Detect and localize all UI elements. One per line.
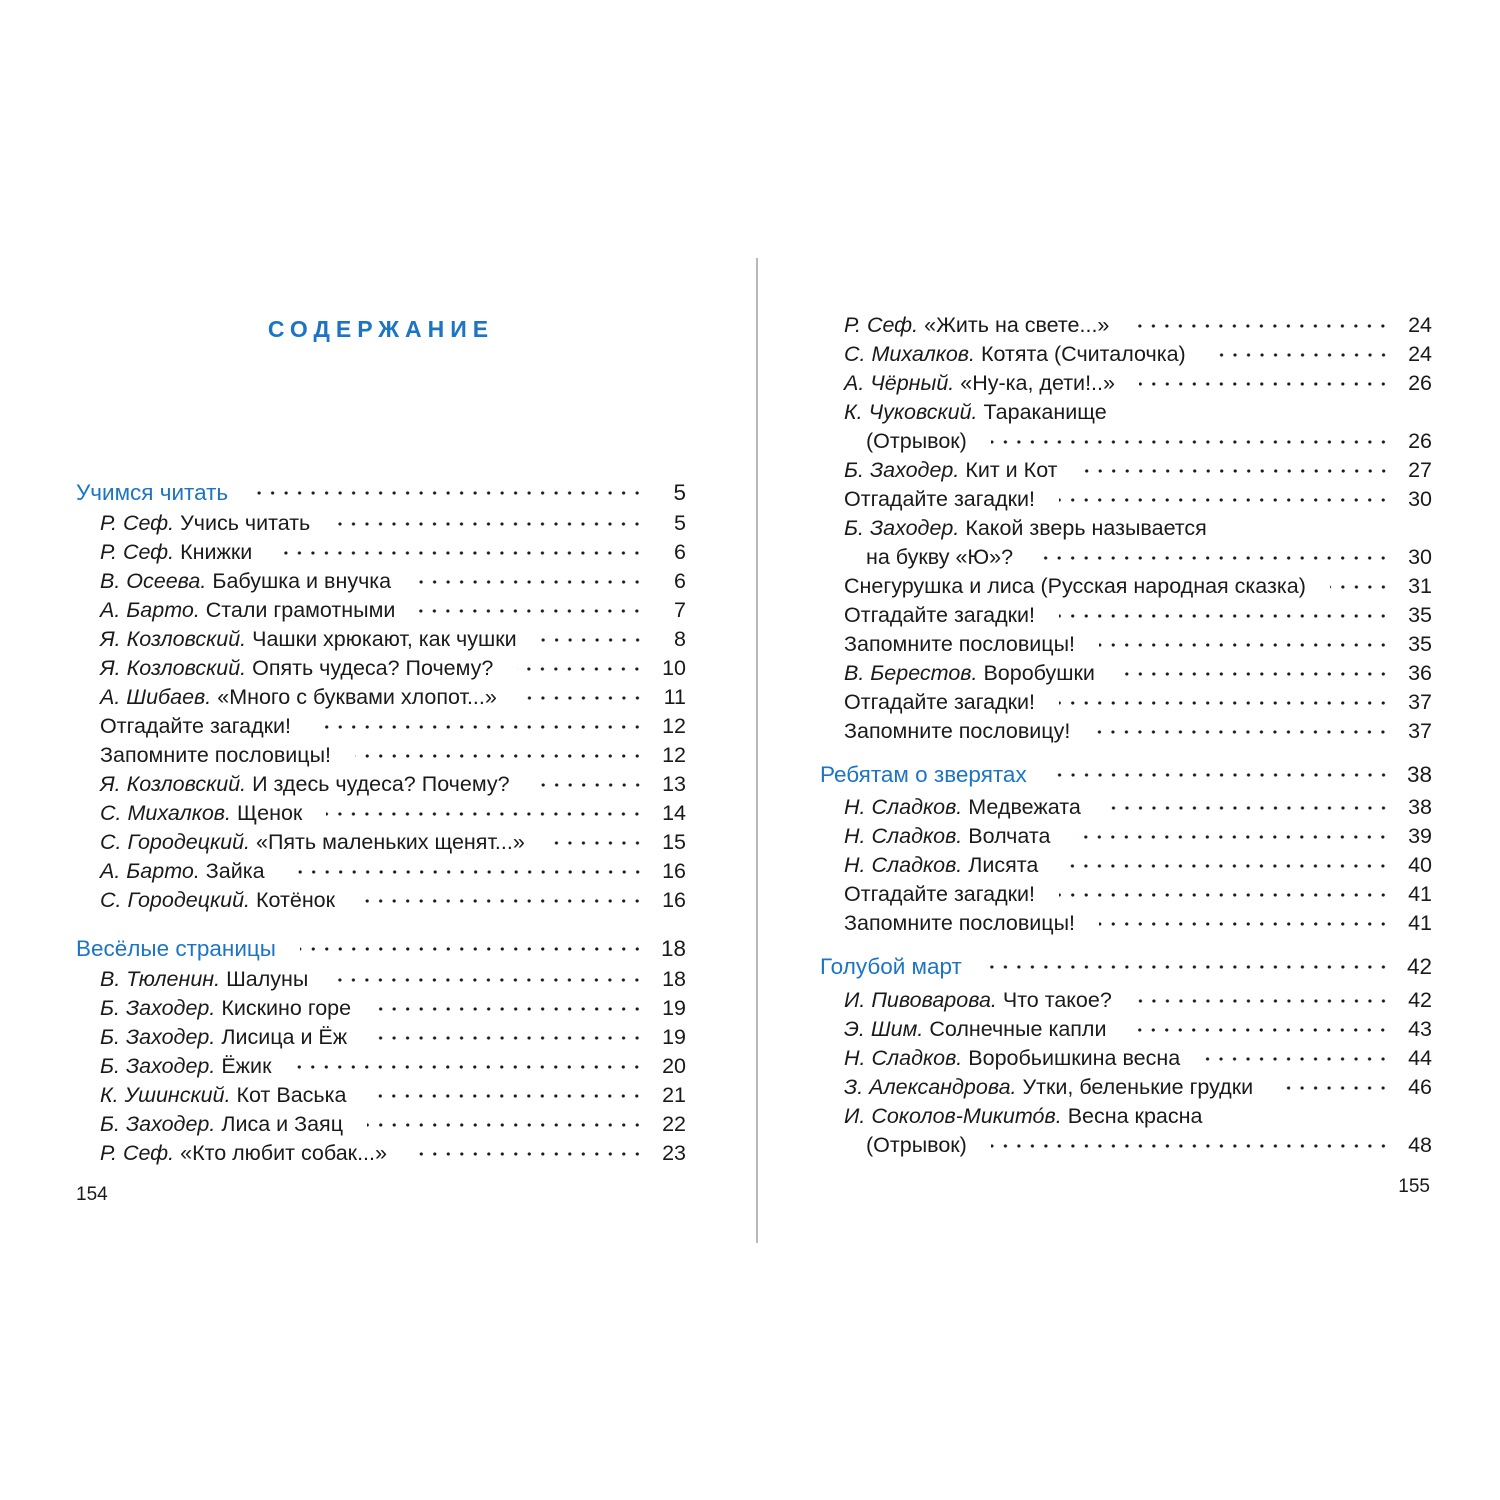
toc-entry-title: Отгадайте загадки!: [844, 603, 1036, 627]
dot-leader: [300, 946, 644, 952]
toc-entry-text: [844, 822, 1050, 851]
toc-entry: [820, 880, 1432, 909]
toc-entry: [820, 340, 1432, 369]
toc-page-number: 39: [1408, 824, 1432, 848]
dot-leader: [1277, 1085, 1390, 1091]
toc-entry-title: Тараканище: [983, 400, 1107, 424]
toc-entry-title: Голубой март: [820, 954, 962, 979]
toc-entry-title: Лиса и Заяц: [221, 1112, 344, 1136]
toc-entry-text: [844, 880, 1035, 909]
toc-entry-text: [844, 659, 1095, 688]
toc-entry: [820, 909, 1432, 938]
toc-entry-author: Р. Сеф.: [100, 511, 175, 535]
toc-entry-title: Ёжик: [221, 1054, 272, 1078]
toc-entry-text: [844, 311, 1109, 340]
toc-entry-text: [820, 760, 1027, 789]
toc-entry-author: Н. Сладков.: [844, 853, 963, 877]
toc-entry-text: [844, 514, 1207, 543]
toc-page-number: 8: [674, 627, 686, 651]
dot-leader: [1330, 584, 1390, 590]
toc-page-number: 37: [1408, 690, 1432, 714]
page-number: 154: [76, 1184, 108, 1205]
dot-leader: [371, 1035, 644, 1041]
dot-leader: [415, 579, 644, 585]
toc-entry-text: [844, 1073, 1253, 1102]
toc-entry-text: [844, 1102, 1202, 1131]
toc-page-number: 30: [1408, 545, 1432, 569]
toc-entry-author: Б. Заходер.: [100, 1054, 216, 1078]
toc-entry: [820, 572, 1432, 601]
toc-entry: [820, 822, 1432, 851]
toc-entry-author: А. Барто.: [100, 859, 200, 883]
dot-leader: [419, 608, 644, 614]
toc-entry: [820, 456, 1432, 485]
toc-entry: [820, 514, 1432, 543]
toc-entry-text: [820, 952, 962, 981]
toc-entry-author: Я. Козловский.: [100, 772, 247, 796]
toc-page-number: 38: [1408, 795, 1432, 819]
page-number: 155: [1398, 1176, 1430, 1197]
toc-entry-text: [100, 994, 351, 1023]
toc-page-number: 5: [673, 480, 686, 505]
toc-section-heading: [76, 478, 686, 507]
toc-entry-title: (Отрывок): [866, 1133, 967, 1157]
toc-entry-author: В. Берестов.: [844, 661, 978, 685]
toc-entry-text: [844, 630, 1075, 659]
toc-entry-title: Какой зверь называется: [965, 516, 1207, 540]
toc-page-number: 10: [662, 656, 686, 680]
toc-entry-title: Котята (Считалочка): [980, 342, 1186, 366]
toc-page-number: 41: [1408, 882, 1432, 906]
toc-entry-title: «Ну-ка, дети!..»: [960, 371, 1115, 395]
toc-entry-author: А. Барто.: [100, 598, 200, 622]
toc-entry-text: [844, 688, 1035, 717]
toc-entry: [820, 1102, 1432, 1131]
toc-page-number: 35: [1408, 603, 1432, 627]
toc-entry-title: «Много с буквами хлопот...»: [217, 685, 497, 709]
toc-entry-title: «Кто любит собак...»: [180, 1141, 387, 1165]
toc-entry: [820, 543, 1432, 572]
toc-entry-text: [844, 793, 1081, 822]
toc-entry-text: [76, 478, 228, 507]
toc-entry-title: Кит и Кот: [965, 458, 1058, 482]
dot-leader: [334, 521, 644, 527]
toc-entry-author: С. Городецкий.: [100, 830, 251, 854]
dot-leader: [1074, 834, 1390, 840]
toc-entry-title: на букву «Ю»?: [866, 545, 1014, 569]
toc-entry: [820, 659, 1432, 688]
toc-page-number: 24: [1408, 313, 1432, 337]
toc-entry: [820, 311, 1432, 340]
toc-entry-text: [100, 1110, 343, 1139]
toc-page-number: 18: [660, 936, 686, 961]
dot-leader: [549, 840, 644, 846]
dot-leader: [1133, 323, 1390, 329]
toc-entry-text: [844, 1015, 1106, 1044]
toc-page-number: 18: [662, 967, 686, 991]
toc-entry-author: К. Чуковский.: [844, 400, 978, 424]
toc-entry-text: [100, 1081, 346, 1110]
toc-entry-author: К. Ушинский.: [100, 1083, 231, 1107]
toc-entry: [820, 601, 1432, 630]
toc-entry: [76, 886, 686, 915]
toc-page-number: 30: [1408, 487, 1432, 511]
toc-entry: [76, 596, 686, 625]
toc-entry-author: Н. Сладков.: [844, 824, 963, 848]
toc-page-number: 22: [662, 1112, 686, 1136]
dot-leader: [326, 811, 644, 817]
toc-entry-author: С. Городецкий.: [100, 888, 251, 912]
toc-entry: [76, 770, 686, 799]
dot-leader: [1099, 921, 1390, 927]
page-gutter: [756, 258, 758, 1243]
dot-leader: [1105, 805, 1390, 811]
toc-entry-text: [844, 369, 1115, 398]
toc-entry-title: Что такое?: [1002, 988, 1112, 1012]
dot-leader: [1037, 555, 1390, 561]
toc-entry-author: Б. Заходер.: [844, 458, 960, 482]
toc-entry: [820, 1015, 1432, 1044]
toc-entry-title: Солнечные капли: [929, 1017, 1107, 1041]
toc-page-number: 12: [662, 743, 686, 767]
toc-entry: [76, 654, 686, 683]
dot-leader: [986, 964, 1390, 970]
toc-entry: [76, 1052, 686, 1081]
toc-entry-text: [100, 886, 335, 915]
toc-entry: [820, 717, 1432, 746]
right-page: [820, 0, 1432, 1500]
toc-entry-author: А. Чёрный.: [844, 371, 955, 395]
toc-entry-text: [844, 572, 1306, 601]
toc-entry-title: Отгадайте загадки!: [844, 690, 1036, 714]
toc-entry: [76, 994, 686, 1023]
toc-page-number: 26: [1408, 429, 1432, 453]
dot-leader: [541, 637, 644, 643]
toc-entry-text: [76, 934, 276, 963]
toc-section-heading: [820, 952, 1432, 981]
toc-entry-title: Учимся читать: [76, 480, 229, 505]
dot-leader: [1136, 998, 1390, 1004]
dot-leader: [315, 724, 644, 730]
toc-entry-title: Кискино горе: [221, 996, 352, 1020]
toc-page-number: 36: [1408, 661, 1432, 685]
toc-entry-author: И. Соколов-Микито́в.: [844, 1104, 1062, 1128]
toc-page-number: 40: [1408, 853, 1432, 877]
toc-entry-text: [844, 340, 1186, 369]
toc-entry-title: Утки, беленькие грудки: [1022, 1075, 1254, 1099]
toc-entry-title: Книжки: [180, 540, 253, 564]
toc-page-number: 44: [1408, 1046, 1432, 1070]
toc-entry: [76, 828, 686, 857]
toc-entry-text: [844, 909, 1075, 938]
toc-page-number: 14: [662, 801, 686, 825]
toc-entry-text: [844, 1044, 1180, 1073]
toc-section-heading: [76, 934, 686, 963]
toc-page-number: 19: [662, 996, 686, 1020]
toc-entry-title: Медвежата: [968, 795, 1081, 819]
dot-leader: [252, 490, 644, 496]
dot-leader: [517, 666, 644, 672]
toc-entry-author: Я. Козловский.: [100, 656, 247, 680]
toc-page-number: 37: [1408, 719, 1432, 743]
toc-page-number: 38: [1406, 762, 1432, 787]
dot-leader: [370, 1093, 644, 1099]
toc-entry-title: Шалуны: [226, 967, 309, 991]
toc-entry-text: [100, 857, 265, 886]
toc-entry-text: [866, 427, 967, 456]
toc-page-number: 43: [1408, 1017, 1432, 1041]
toc-entry-title: Весёлые страницы: [76, 936, 276, 961]
toc-entry-author: Р. Сеф.: [844, 313, 919, 337]
dot-leader: [411, 1151, 644, 1157]
toc-entry-text: [100, 538, 252, 567]
toc-entry-author: Н. Сладков.: [844, 795, 963, 819]
toc-entry: [76, 1023, 686, 1052]
toc-entry-title: Лисица и Ёж: [221, 1025, 348, 1049]
toc-entry: [76, 567, 686, 596]
dot-leader: [332, 977, 644, 983]
toc-entry-text: [100, 654, 493, 683]
toc-entry-author: Н. Сладков.: [844, 1046, 963, 1070]
toc-entry-author: С. Михалков.: [100, 801, 231, 825]
toc-page-number: 16: [662, 859, 686, 883]
toc-entry-title: Щенок: [236, 801, 303, 825]
toc-page-number: 48: [1408, 1133, 1432, 1157]
dot-leader: [521, 695, 644, 701]
toc-entry-text: [100, 509, 310, 538]
dot-leader: [359, 898, 644, 904]
toc-entry: [76, 857, 686, 886]
toc-entry-title: Опять чудеса? Почему?: [252, 656, 494, 680]
toc-entry-author: И. Пивоварова.: [844, 988, 997, 1012]
toc-entry: [76, 509, 686, 538]
toc-entry-title: Весна красна: [1067, 1104, 1203, 1128]
toc-page-number: 42: [1408, 988, 1432, 1012]
toc-entry-title: Запомните пословицу!: [844, 719, 1071, 743]
toc-page-number: 26: [1408, 371, 1432, 395]
toc-page-number: 7: [674, 598, 686, 622]
toc-entry-text: [100, 712, 291, 741]
dot-leader: [1062, 863, 1390, 869]
toc-entry-title: Снегурушка и лиса (Русская народная сказка): [844, 574, 1306, 598]
toc-entry-title: Запомните пословицы!: [100, 743, 332, 767]
toc-entry-title: Ребятам о зверятах: [820, 762, 1027, 787]
toc-entry-text: [100, 683, 497, 712]
toc-entry-text: [866, 543, 1013, 572]
toc-entry-text: [100, 828, 525, 857]
toc-page-number: 19: [662, 1025, 686, 1049]
toc-entry-text: [100, 741, 331, 770]
toc-entry-author: Б. Заходер.: [100, 1025, 216, 1049]
toc-entry: [76, 712, 686, 741]
dot-leader: [1059, 892, 1390, 898]
toc-page-number: 12: [662, 714, 686, 738]
dot-leader: [1082, 468, 1390, 474]
toc-entry-title: Воробьишкина весна: [968, 1046, 1181, 1070]
toc-page-number: 6: [674, 540, 686, 564]
toc-entry: [76, 965, 686, 994]
toc-entry-text: [844, 456, 1058, 485]
toc-entry-text: [100, 1023, 347, 1052]
toc-entry-title: Зайка: [205, 859, 265, 883]
toc-entry: [820, 986, 1432, 1015]
toc-entry: [820, 398, 1432, 427]
toc-page-number: 16: [662, 888, 686, 912]
toc-entry: [820, 427, 1432, 456]
toc-entry-text: [100, 596, 395, 625]
toc-entry-text: [100, 1139, 387, 1168]
toc-page-number: 24: [1408, 342, 1432, 366]
toc-page-number: 23: [662, 1141, 686, 1165]
dot-leader: [355, 753, 644, 759]
toc-entry: [76, 741, 686, 770]
dot-leader: [1139, 381, 1390, 387]
toc-entry: [820, 688, 1432, 717]
toc-entry-title: Запомните пословицы!: [844, 632, 1076, 656]
toc-entry-title: (Отрывок): [866, 429, 967, 453]
toc-entry-author: Р. Сеф.: [100, 540, 175, 564]
dot-leader: [534, 782, 644, 788]
toc-page-number: 6: [674, 569, 686, 593]
toc-entry-author: Б. Заходер.: [844, 516, 960, 540]
dot-leader: [1099, 642, 1390, 648]
dot-leader: [991, 1143, 1390, 1149]
page-title: СОДЕРЖАНИЕ: [267, 316, 495, 342]
toc-page-number: 35: [1408, 632, 1432, 656]
toc-entry-title: Отгадайте загадки!: [844, 487, 1036, 511]
dot-leader: [991, 439, 1390, 445]
dot-leader: [1119, 671, 1390, 677]
toc-entry-title: «Жить на свете...»: [924, 313, 1110, 337]
toc-entry-author: В. Тюленин.: [100, 967, 221, 991]
dot-leader: [1051, 772, 1390, 778]
dot-leader: [367, 1122, 644, 1128]
toc-entry-author: Б. Заходер.: [100, 996, 216, 1020]
toc-entry-title: Кот Васька: [236, 1083, 347, 1107]
toc-entry-text: [844, 398, 1107, 427]
toc-entry-title: И здесь чудеса? Почему?: [252, 772, 510, 796]
toc-page-number: 46: [1408, 1075, 1432, 1099]
toc-entry-title: Котёнок: [256, 888, 336, 912]
toc-entry-text: [844, 851, 1038, 880]
dot-leader: [1059, 700, 1390, 706]
toc-entry-author: А. Шибаев.: [100, 685, 212, 709]
dot-leader: [1059, 613, 1390, 619]
toc-entry: [820, 851, 1432, 880]
toc-page-number: 42: [1406, 954, 1432, 979]
toc-entry: [820, 1073, 1432, 1102]
toc-entry: [820, 485, 1432, 514]
toc-entry-title: Лисята: [968, 853, 1039, 877]
toc-page-number: 21: [662, 1083, 686, 1107]
toc-entry: [820, 630, 1432, 659]
dot-leader: [1059, 497, 1390, 503]
dot-leader: [375, 1006, 644, 1012]
toc-entry-title: Бабушка и внучка: [212, 569, 392, 593]
toc-page-number: 31: [1408, 574, 1432, 598]
toc-entry-author: Б. Заходер.: [100, 1112, 216, 1136]
toc-page-number: 11: [663, 685, 686, 709]
toc-entry: [76, 1139, 686, 1168]
dot-leader: [289, 869, 644, 875]
toc-entry: [820, 1044, 1432, 1073]
toc-entry-title: Запомните пословицы!: [844, 911, 1076, 935]
toc-entry-text: [100, 965, 308, 994]
toc-entry: [76, 1110, 686, 1139]
toc-entry-text: [100, 1052, 271, 1081]
toc-entry-title: Отгадайте загадки!: [844, 882, 1036, 906]
toc-entry: [76, 1081, 686, 1110]
toc-entry: [76, 538, 686, 567]
toc-entry-text: [844, 601, 1035, 630]
toc-entry-author: Р. Сеф.: [100, 1141, 175, 1165]
toc-entry-title: Стали грамотными: [205, 598, 396, 622]
dot-leader: [276, 550, 644, 556]
toc-entry-author: В. Осеева.: [100, 569, 207, 593]
toc-entry-text: [844, 717, 1070, 746]
toc-entry-text: [844, 986, 1112, 1015]
toc-entry-title: Учись читать: [180, 511, 311, 535]
dot-leader: [1130, 1027, 1390, 1033]
toc-page-number: 20: [662, 1054, 686, 1078]
toc-entry-title: Отгадайте загадки!: [100, 714, 292, 738]
toc-entry-author: З. Александрова.: [844, 1075, 1017, 1099]
toc-entry-author: С. Михалков.: [844, 342, 975, 366]
dot-leader: [295, 1064, 644, 1070]
toc-page-number: 15: [662, 830, 686, 854]
toc-entry: [820, 793, 1432, 822]
toc-entry: [820, 1131, 1432, 1160]
toc-page-number: 41: [1408, 911, 1432, 935]
toc-entry-title: «Пять маленьких щенят...»: [256, 830, 525, 854]
toc-entry-text: [866, 1131, 967, 1160]
toc-section-heading: [820, 760, 1432, 789]
left-page: [76, 0, 686, 1500]
toc-entry-text: [844, 485, 1035, 514]
toc-entry: [76, 625, 686, 654]
toc-page-number: 27: [1408, 458, 1432, 482]
toc-page-number: 5: [674, 511, 686, 535]
dot-leader: [1094, 729, 1390, 735]
dot-leader: [1204, 1056, 1390, 1062]
toc-entry-author: Я. Козловский.: [100, 627, 247, 651]
toc-entry-text: [100, 625, 517, 654]
toc-entry: [76, 799, 686, 828]
toc-page-number: 13: [662, 772, 686, 796]
toc-entry-text: [100, 799, 302, 828]
toc-entry-text: [100, 770, 510, 799]
toc-entry: [820, 369, 1432, 398]
toc-entry-text: [100, 567, 391, 596]
toc-entry-author: Э. Шим.: [844, 1017, 924, 1041]
dot-leader: [1210, 352, 1390, 358]
toc-entry-title: Чашки хрюкают, как чушки: [252, 627, 517, 651]
toc-entry-title: Волчата: [968, 824, 1051, 848]
toc-entry-title: Воробушки: [983, 661, 1095, 685]
toc-entry: [76, 683, 686, 712]
